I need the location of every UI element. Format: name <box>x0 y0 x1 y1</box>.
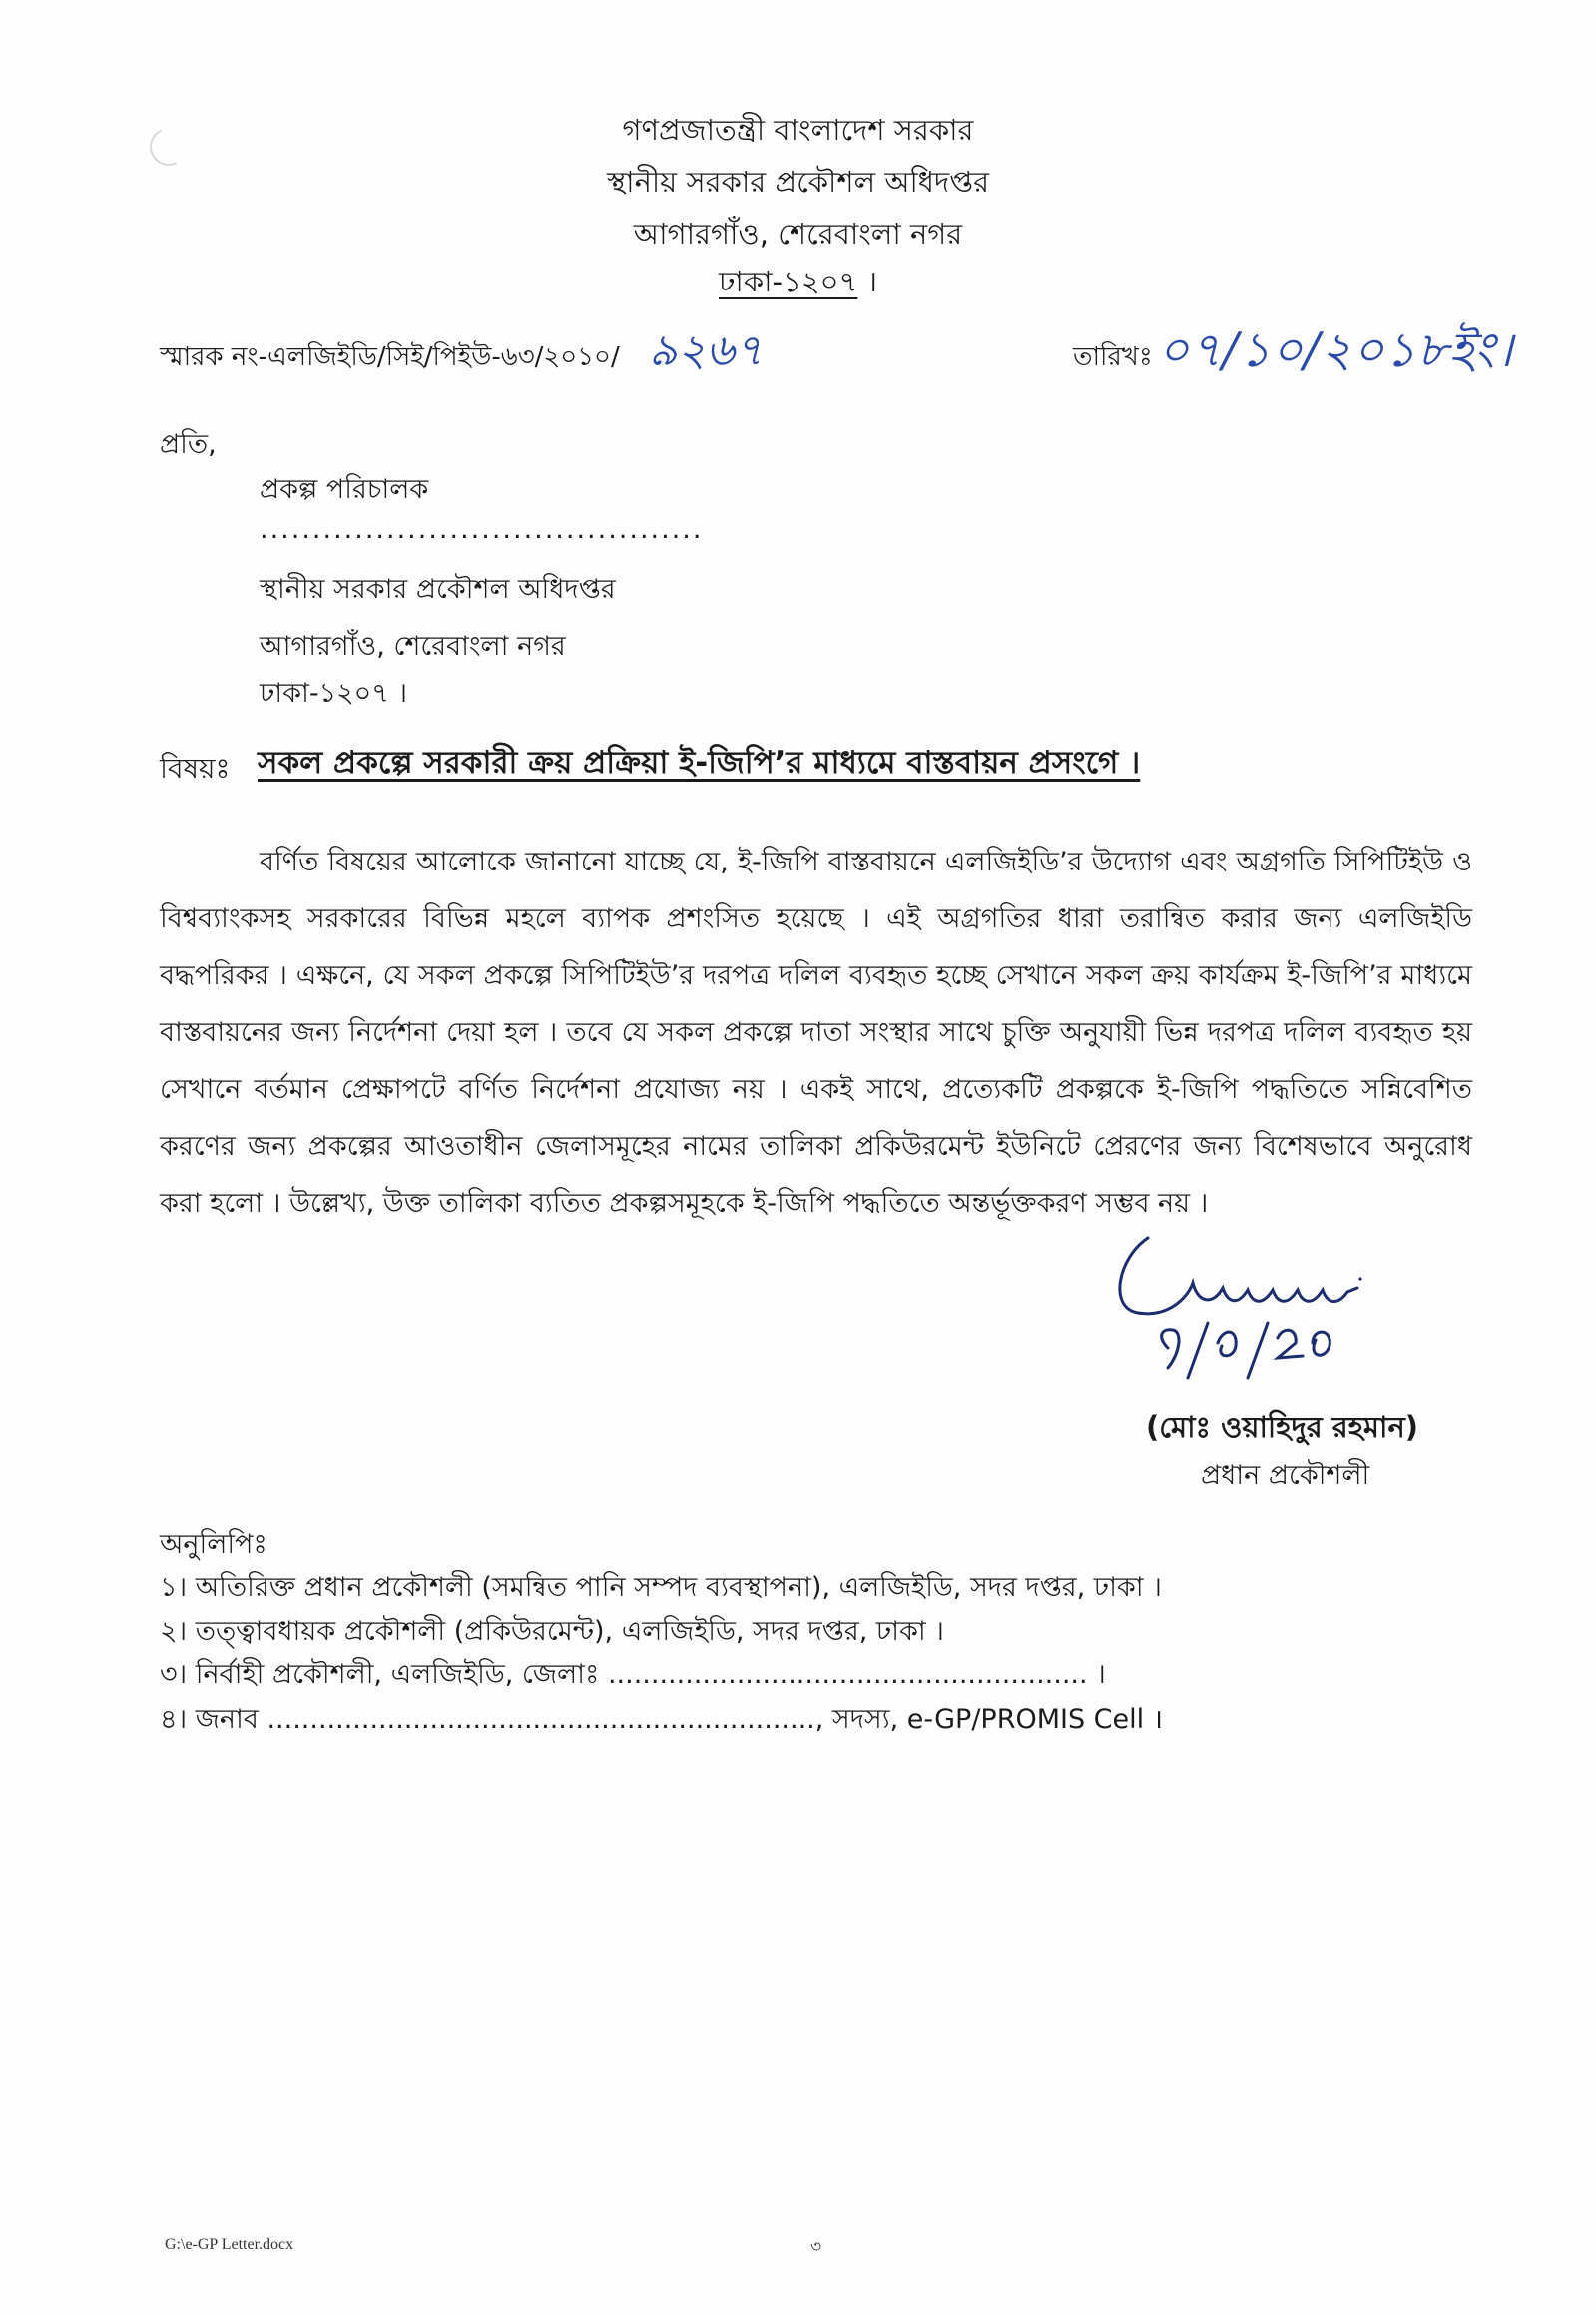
footer-file-path: G:\e-GP Letter.docx <box>165 2236 294 2253</box>
recipient-to: প্রতি, <box>160 429 217 460</box>
header-government: গণপ্রজাতন্ত্রী বাংলাদেশ সরকার <box>622 113 974 147</box>
recipient-designation: প্রকল্প পরিচালক <box>260 474 429 505</box>
header-department: স্থানীয় সরকার প্রকৌশল অধিদপ্তর <box>606 165 990 199</box>
date-label: তারিখঃ <box>1073 342 1153 372</box>
copy-item: ১। অতিরিক্ত প্রধান প্রকৌশলী (সমন্বিত পানি সম্পদ ব্যবস্থাপনা), এলজিইডি, সদর দপ্তর, ঢাকা । <box>160 1572 1162 1603</box>
subject-label: বিষয়ঃ <box>160 752 231 785</box>
recipient-city: ঢাকা-১২০৭ । <box>260 678 407 709</box>
copies-label: অনুলিপিঃ <box>160 1529 267 1560</box>
letter-body: বর্ণিত বিষয়ের আলোকে জানানো যাচ্ছে যে, ই-জিপি বাস্তবায়নে এলজিইডি’র উদ্যোগ এবং অগ্রগতি সিপিটিইউ ও বিশ্বব্যাংকসহ সরকারের বিভিন্ন মহলে ব্যাপক প্রশংসিত হয়েছে । এই অগ্রগতির ধারা তরান্বিত করার জন্য এলজিইডি বদ্ধপরিকর । এক্ষনে, যে সকল প্রকল্পে সিপিটিইউ’র দরপত্র দলিল ব্যবহৃত হচ্ছে সেখানে সকল ক্রয় কার্যক্রম ই-জিপি’র মাধ্যমে বাস্তবায়নের জন্য নির্দেশনা দেয়া হল । তবে যে সকল প্রকল্পে দাতা সংস্থার সাথে চুক্তি অনুযায়ী ভিন্ন দরপত্র দলিল ব্যবহৃত হয় সেখানে বর্তমান প্রেক্ষাপটে বর্ণিত নির্দেশনা প্রযোজ্য নয় । একই সাথে, প্রত্যেকটি প্রকল্পকে ই-জিপি পদ্ধতিতে সন্নিবেশিত করণের জন্য প্রকল্পের আওতাধীন জেলাসমূহের নামের তালিকা প্রকিউরমেন্ট ইউনিটে প্রেরণের জন্য বিশেষভাবে অনুরোধ করা হলো । উল্লেখ্য, উক্ত তালিকা ব্যতিত প্রকল্পসমূহকে ই-জিপি পদ্ধতিতে অন্তর্ভূক্তকরণ সম্ভব নয় । <box>160 847 1472 1219</box>
recipient-office: স্থানীয় সরকার প্রকৌশল অধিদপ্তর <box>260 574 616 605</box>
header-city <box>0 258 1596 305</box>
date-handwritten: ০৭/১০/২০১৮ইং। <box>1158 322 1514 378</box>
subject-text: সকল প্রকল্পে সরকারী ক্রয় প্রক্রিয়া ই-জিপি’র মাধ্যমে বাস্তবায়ন প্রসংগে । <box>258 745 1141 781</box>
copy-item: ৩। নির্বাহী প্রকৌশলী, এলজিইডি, জেলাঃ ........................................................ । <box>160 1659 1106 1690</box>
copy-item: ২। তত্ত্বাবধায়ক প্রকৌশলী (প্রকিউরমেন্ট), এলজিইডি, সদর দপ্তর, ঢাকা । <box>160 1616 944 1647</box>
copy-item: ৪। জনাব ................................................................, সদস্য, e-GP/PROMIS Cell । <box>160 1704 1163 1735</box>
recipient-area: আগারগাঁও, শেরেবাংলা নগর <box>260 631 566 662</box>
header-city-suffix: । <box>857 265 877 298</box>
memo-number: স্মারক নং-এলজিইডি/সিই/পিইউ-৬৩/২০১০/ <box>160 342 620 372</box>
signatory-name: (মোঃ ওয়াহিদুর রহমান) <box>1146 1410 1419 1444</box>
header-address: আগারগাঁও, শেরেবাংলা নগর <box>633 217 963 251</box>
memo-number-handwritten: ৯২৬৭ <box>649 325 764 376</box>
header-city-underlined: ঢাকা-১২০৭ <box>719 265 858 298</box>
signatory-title: প্রধান প্রকৌশলী <box>1201 1460 1370 1491</box>
recipient-blank-line: .......................................... <box>260 514 704 545</box>
footer-page-number: ৩ <box>810 2237 822 2257</box>
handwritten-signature <box>1098 1228 1497 1408</box>
